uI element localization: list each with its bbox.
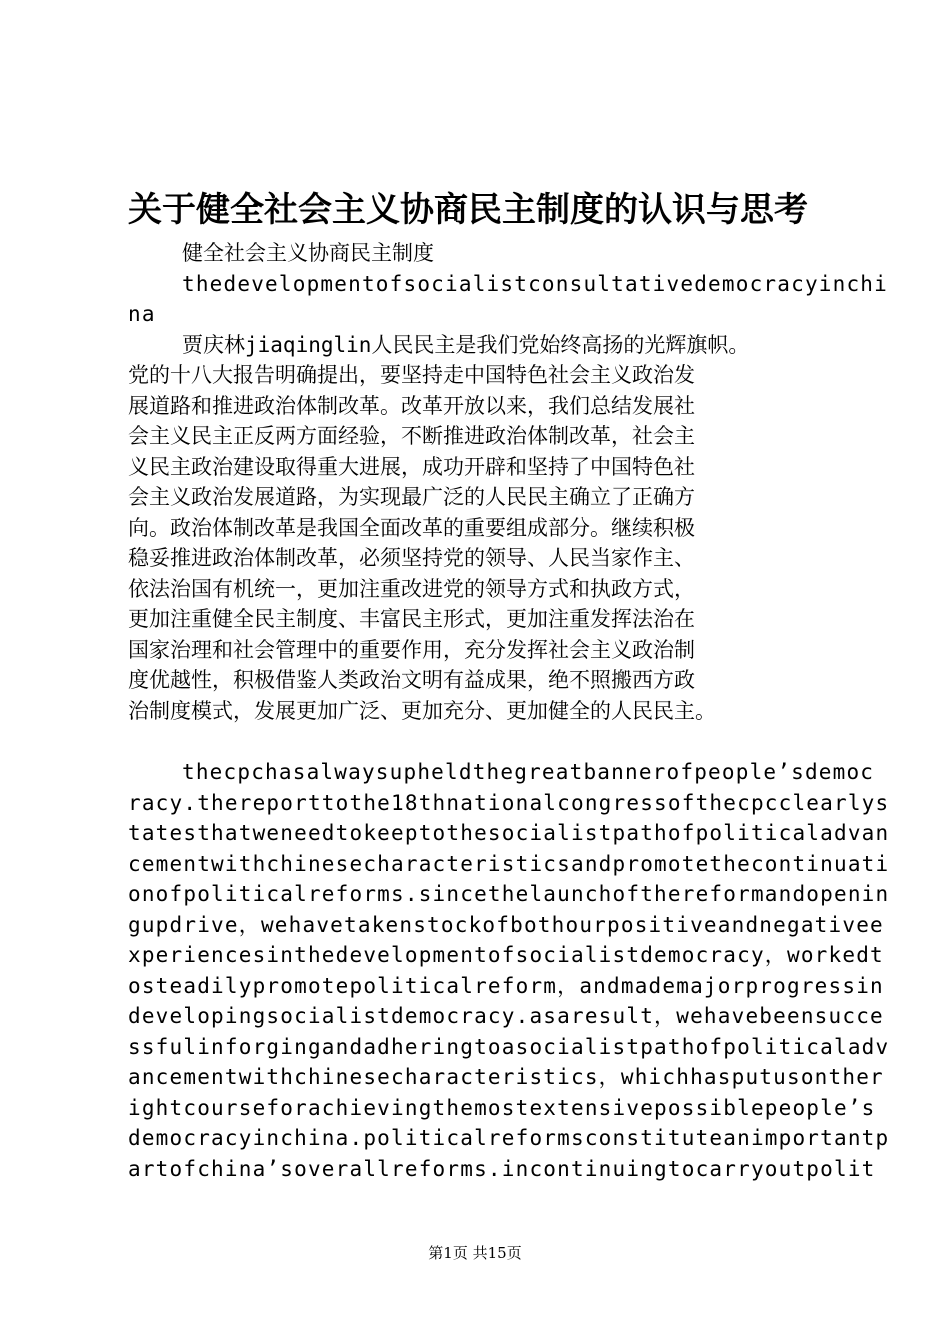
english-paragraph-line: osteadilypromotepoliticalreform，andmademajorprogressin bbox=[128, 973, 884, 998]
english-paragraph-line: developingsocialistdemocracy.asaresult，wehavebeensucce bbox=[128, 1004, 884, 1028]
paragraph-line: 治制度模式，发展更加广泛、更加充分、更加健全的人民民主。 bbox=[128, 698, 716, 723]
subtitle-english-line: thedevelopmentofsocialistconsultativedemocracyinchi bbox=[182, 271, 888, 296]
english-paragraph-line: xperiencesinthedevelopmentofsocialistdemocracy，workedt bbox=[128, 943, 884, 967]
english-paragraph-line: tatesthatweneedtokeeptothesocialistpathofpoliticaladvan bbox=[128, 821, 890, 845]
paragraph-line: 稳妥推进政治体制改革，必须坚持党的领导、人民当家作主、 bbox=[128, 546, 695, 570]
english-paragraph-line: artofchina’soverallreforms.incontinuingtocarryoutpolit bbox=[128, 1156, 876, 1181]
english-paragraph-line: onofpoliticalreforms.sincethelaunchofthereformandopenin bbox=[128, 882, 890, 906]
document-body bbox=[128, 238, 890, 1184]
paragraph-line: 度优越性，积极借鉴人类政治文明有益成果，绝不照搬西方政 bbox=[128, 668, 695, 692]
paragraph-line: 贾庆林jiaqinglin人民民主是我们党始终高扬的光辉旗帜。 bbox=[182, 332, 750, 357]
paragraph-line: 会主义政治发展道路，为实现最广泛的人民民主确立了正确方 bbox=[128, 485, 695, 509]
paragraph-line: 党的十八大报告明确提出，要坚持走中国特色社会主义政治发 bbox=[128, 363, 695, 387]
document-title: 关于健全社会主义协商民主制度的认识与思考 bbox=[128, 190, 808, 230]
subtitle-chinese: 健全社会主义协商民主制度 bbox=[182, 241, 434, 265]
paragraph-spacer bbox=[128, 726, 828, 757]
paragraph-line: 依法治国有机统一，更加注重改进党的领导方式和执政方式， bbox=[128, 576, 695, 601]
english-paragraph-line: racy.thereporttothe18thnationalcongressofthecpcclearlys bbox=[128, 790, 890, 815]
english-paragraph-line: ssfulinforgingandadheringtoasocialistpathofpoliticaladv bbox=[128, 1034, 890, 1059]
subtitle-english-line: na bbox=[128, 302, 156, 326]
english-paragraph-line: ancementwithchinesecharacteristics，whichhasputusonther bbox=[128, 1065, 884, 1089]
paragraph-line: 国家治理和社会管理中的重要作用，充分发挥社会主义政治制 bbox=[128, 637, 695, 662]
paragraph-line: 义民主政治建设取得重大进展，成功开辟和坚持了中国特色社 bbox=[128, 454, 695, 479]
english-paragraph-line: democracyinchina.politicalreformsconstituteanimportantp bbox=[128, 1126, 890, 1150]
paragraph-line: 更加注重健全民主制度、丰富民主形式，更加注重发挥法治在 bbox=[128, 607, 695, 631]
paragraph-line: 展道路和推进政治体制改革。改革开放以来，我们总结发展社 bbox=[128, 393, 695, 418]
page-footer: 第1页 共15页 bbox=[428, 1244, 522, 1262]
paragraph-line: 会主义民主正反两方面经验，不断推进政治体制改革，社会主 bbox=[128, 424, 695, 448]
english-paragraph-line: gupdrive，wehavetakenstockofbothourpositiveandnegativee bbox=[128, 912, 884, 937]
english-paragraph-line: thecpchasalwaysupheldthegreatbannerofpeople’sdemoc bbox=[182, 760, 875, 784]
english-paragraph-line: cementwithchinesecharacteristicsandpromotethecontinuati bbox=[128, 851, 890, 876]
english-paragraph-line: ightcourseforachievingthemostextensivepossiblepeople’s bbox=[128, 1095, 876, 1120]
paragraph-line: 向。政治体制改革是我国全面改革的重要组成部分。继续积极 bbox=[128, 515, 695, 540]
